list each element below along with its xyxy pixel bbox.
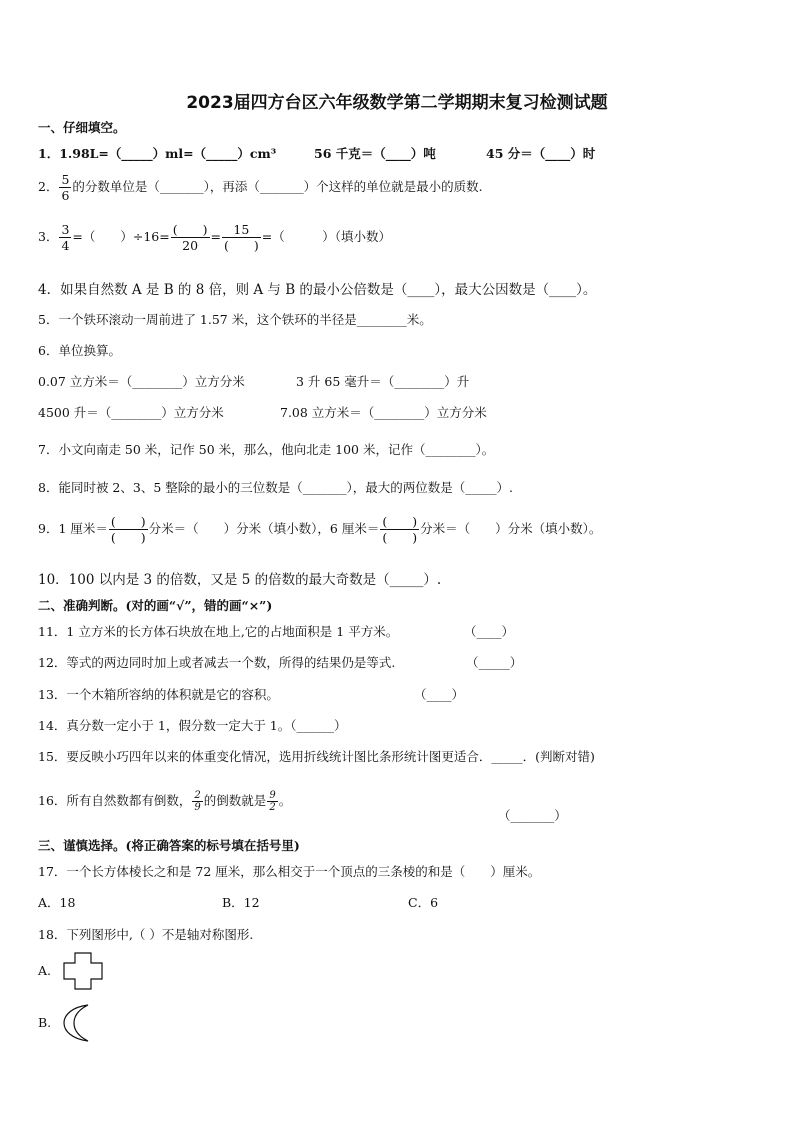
q1-part-a: 1．1.98L=（_____）ml=（_____）cm³: [38, 146, 277, 161]
q16-text-3: 。: [278, 793, 292, 808]
q16-text-1: 16．所有自然数都有倒数，: [38, 793, 192, 808]
q3-fraction-2-numerator: ( ): [172, 222, 208, 237]
section-heading-2: 二、准确判断。(对的画“√”，错的画“×”): [38, 598, 273, 613]
q16-fraction-1: [192, 790, 202, 813]
q1-part-b: 56 千克＝（____）吨: [314, 146, 436, 161]
q3-fraction-1-numerator: 3: [61, 222, 70, 237]
question-10: 10．100 以内是 3 的倍数，又是 5 的倍数的最大奇数是（_____）.: [38, 572, 442, 588]
q16-fraction-2: [267, 790, 277, 813]
question-3: [38, 222, 391, 253]
q16-fraction-2-denominator: 2: [269, 802, 276, 813]
section-heading-3: 三、谨慎选择。(将正确答案的标号填在括号里): [38, 838, 300, 853]
q3-fraction-2-denominator: 20: [182, 238, 199, 253]
question-9: [38, 514, 601, 545]
q3-fraction-3: [222, 222, 261, 253]
q18-option-b-label: B.: [38, 1015, 52, 1030]
q3-number: 3．: [38, 229, 59, 244]
cross-shape-icon: [63, 952, 103, 990]
q9-fraction-2: [380, 514, 419, 545]
q9-text-1: 分米＝（ ）分米（填小数），6 厘米＝: [148, 521, 380, 536]
page-title: 2023届四方台区六年级数学第二学期期末复习检测试题: [186, 93, 608, 113]
q16-fraction-1-numerator: 2: [194, 790, 201, 801]
q6-item-b: 3 升 65 毫升＝（________）升: [296, 374, 470, 389]
question-2: [38, 172, 483, 203]
question-5: 5．一个铁环滚动一周前进了 1.57 米，这个铁环的半径是________米。: [38, 312, 432, 327]
q3-fraction-1: [59, 222, 71, 253]
q12-answer: （_____）: [466, 655, 523, 670]
q17-option-a: A．18: [38, 895, 76, 910]
question-18: 18．下列图形中,（ ）不是轴对称图形.: [38, 927, 254, 942]
q3-fraction-3-denominator: ( ): [223, 238, 259, 253]
q16-fraction-1-denominator: 9: [194, 802, 201, 813]
q2-fraction-numerator: 5: [61, 172, 70, 187]
q2-text: 的分数单位是（_______），再添（_______）个这样的单位就是最小的质数.: [72, 179, 483, 194]
question-17: 17．一个长方体棱长之和是 72 厘米，那么相交于一个顶点的三条棱的和是（ ）厘米。: [38, 864, 541, 879]
q9-fraction-1: [109, 514, 148, 545]
q17-option-c: C．6: [408, 895, 439, 910]
q9-number: 9．1 厘米＝: [38, 521, 108, 536]
section-heading-1: 一、仔细填空。: [38, 120, 126, 135]
q16-fraction-2-numerator: 9: [269, 790, 276, 801]
question-13: 13．一个木箱所容纳的体积就是它的容积。: [38, 687, 279, 702]
q17-option-b: B．12: [222, 895, 260, 910]
q3-fraction-2: [171, 222, 210, 253]
q9-text-2: 分米＝（ ）分米（填小数）。: [420, 521, 602, 536]
q6-item-d: 7.08 立方米＝（________）立方分米: [280, 405, 487, 420]
q3-equals: =: [210, 229, 221, 244]
q9-fraction-2-numerator: ( ): [382, 514, 418, 529]
q9-fraction-2-denominator: ( ): [382, 530, 418, 545]
q3-text-2: =（ ）（填小数）: [261, 229, 391, 244]
q6-item-c: 4500 升＝（________）立方分米: [38, 405, 224, 420]
question-6-heading: 6．单位换算。: [38, 343, 121, 358]
crescent-moon-icon: [62, 1003, 94, 1043]
question-4: 4．如果自然数 A 是 B 的 8 倍，则 A 与 B 的最小公倍数是（____），最大公因数是（____）。: [38, 282, 597, 298]
q18-option-a-label: A.: [38, 963, 52, 978]
q3-fraction-1-denominator: 4: [61, 238, 70, 253]
q13-answer: （____）: [414, 687, 465, 702]
question-12: 12．等式的两边同时加上或者减去一个数，所得的结果仍是等式.: [38, 655, 396, 670]
q1-part-c: 45 分＝（____）时: [486, 146, 596, 161]
question-8: 8．能同时被 2、3、5 整除的最小的三位数是（_______），最大的两位数是（_____）.: [38, 480, 513, 495]
q11-answer: （____）: [464, 624, 515, 639]
q9-fraction-1-denominator: ( ): [110, 530, 146, 545]
q9-fraction-1-numerator: ( ): [110, 514, 146, 529]
q3-text-1: =（ ）÷16=: [72, 229, 170, 244]
question-14: 14．真分数一定小于 1，假分数一定大于 1。（______）: [38, 718, 347, 733]
q2-fraction: [59, 172, 71, 203]
question-16: [38, 790, 291, 813]
question-15: 15．要反映小巧四年以来的体重变化情况，选用折线统计图比条形统计图更适合．_____．(判断对错): [38, 749, 595, 764]
q2-number: 2．: [38, 179, 59, 194]
q16-text-2: 的倒数就是: [203, 793, 267, 808]
question-1: [38, 146, 276, 162]
question-7: 7．小文向南走 50 米，记作 50 米，那么，他向北走 100 米，记作（________）。: [38, 442, 495, 457]
q16-answer: （_______）: [498, 808, 567, 823]
question-11: 11．1 立方米的长方体石块放在地上,它的占地面积是 1 平方米。: [38, 624, 399, 639]
q2-fraction-denominator: 6: [61, 188, 70, 203]
q6-item-a: 0.07 立方米＝（________）立方分米: [38, 374, 245, 389]
q3-fraction-3-numerator: 15: [222, 222, 261, 238]
